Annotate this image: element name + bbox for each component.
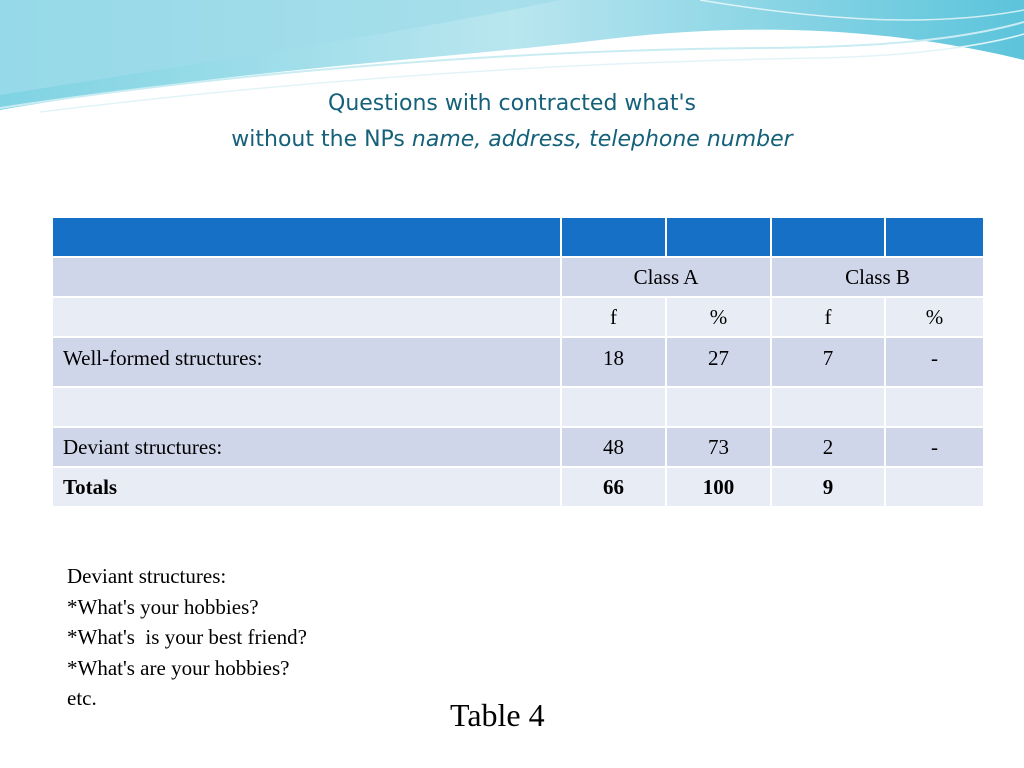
- table-cell: 18: [561, 337, 666, 387]
- note-line: etc.: [67, 686, 97, 710]
- title-line-2-italic: name, address, telephone number: [411, 127, 793, 152]
- table-cell: [885, 217, 984, 257]
- table-cell: 9: [771, 467, 885, 507]
- sub-header-cell: %: [885, 297, 984, 337]
- title-line-2-prefix: without the NPs: [231, 127, 412, 152]
- table-cell: [561, 217, 666, 257]
- table-cell: [771, 217, 885, 257]
- deviant-examples: [67, 561, 307, 714]
- table-cell: [771, 387, 885, 427]
- table-cell: 7: [771, 337, 885, 387]
- table-cell: 27: [666, 337, 771, 387]
- class-b-header: Class B: [771, 257, 984, 297]
- note-line: *What's are your hobbies?: [67, 655, 290, 680]
- table-row: [52, 427, 984, 467]
- table-cell: -: [885, 337, 984, 387]
- table-row-totals: [52, 467, 984, 507]
- table-cell: [52, 217, 561, 257]
- table-row: [52, 337, 984, 387]
- results-table: [51, 216, 985, 508]
- table-cell: [561, 387, 666, 427]
- note-line: *What's your hobbies?: [67, 594, 259, 619]
- slide-title: [0, 86, 1024, 158]
- table-cell: 66: [561, 467, 666, 507]
- note-line: Deviant structures:: [67, 564, 227, 588]
- table-cell: 73: [666, 427, 771, 467]
- table-cell: [666, 217, 771, 257]
- table-cell: 48: [561, 427, 666, 467]
- table-cell: -: [885, 427, 984, 467]
- row-label: Deviant structures:: [52, 427, 561, 467]
- table-header-row: [52, 217, 984, 257]
- class-a-header: Class A: [561, 257, 771, 297]
- table-cell: [52, 257, 561, 297]
- table-row-empty: [52, 387, 984, 427]
- table-cell: [885, 387, 984, 427]
- title-line-2: [0, 122, 1024, 158]
- table-row-class-headers: [52, 257, 984, 297]
- table-cell: [52, 297, 561, 337]
- table-cell: [666, 387, 771, 427]
- table-cell: [52, 387, 561, 427]
- sub-header-cell: f: [771, 297, 885, 337]
- table-cell: [885, 467, 984, 507]
- sub-header-cell: f: [561, 297, 666, 337]
- note-line: *What's is your best friend?: [67, 625, 307, 649]
- title-line-1: Questions with contracted what's: [328, 91, 696, 116]
- table-row-sub-headers: [52, 297, 984, 337]
- table-cell: 100: [666, 467, 771, 507]
- table-cell: 2: [771, 427, 885, 467]
- totals-label: Totals: [52, 467, 561, 507]
- row-label: Well-formed structures:: [52, 337, 561, 387]
- sub-header-cell: %: [666, 297, 771, 337]
- table-caption: Table 4: [450, 697, 545, 733]
